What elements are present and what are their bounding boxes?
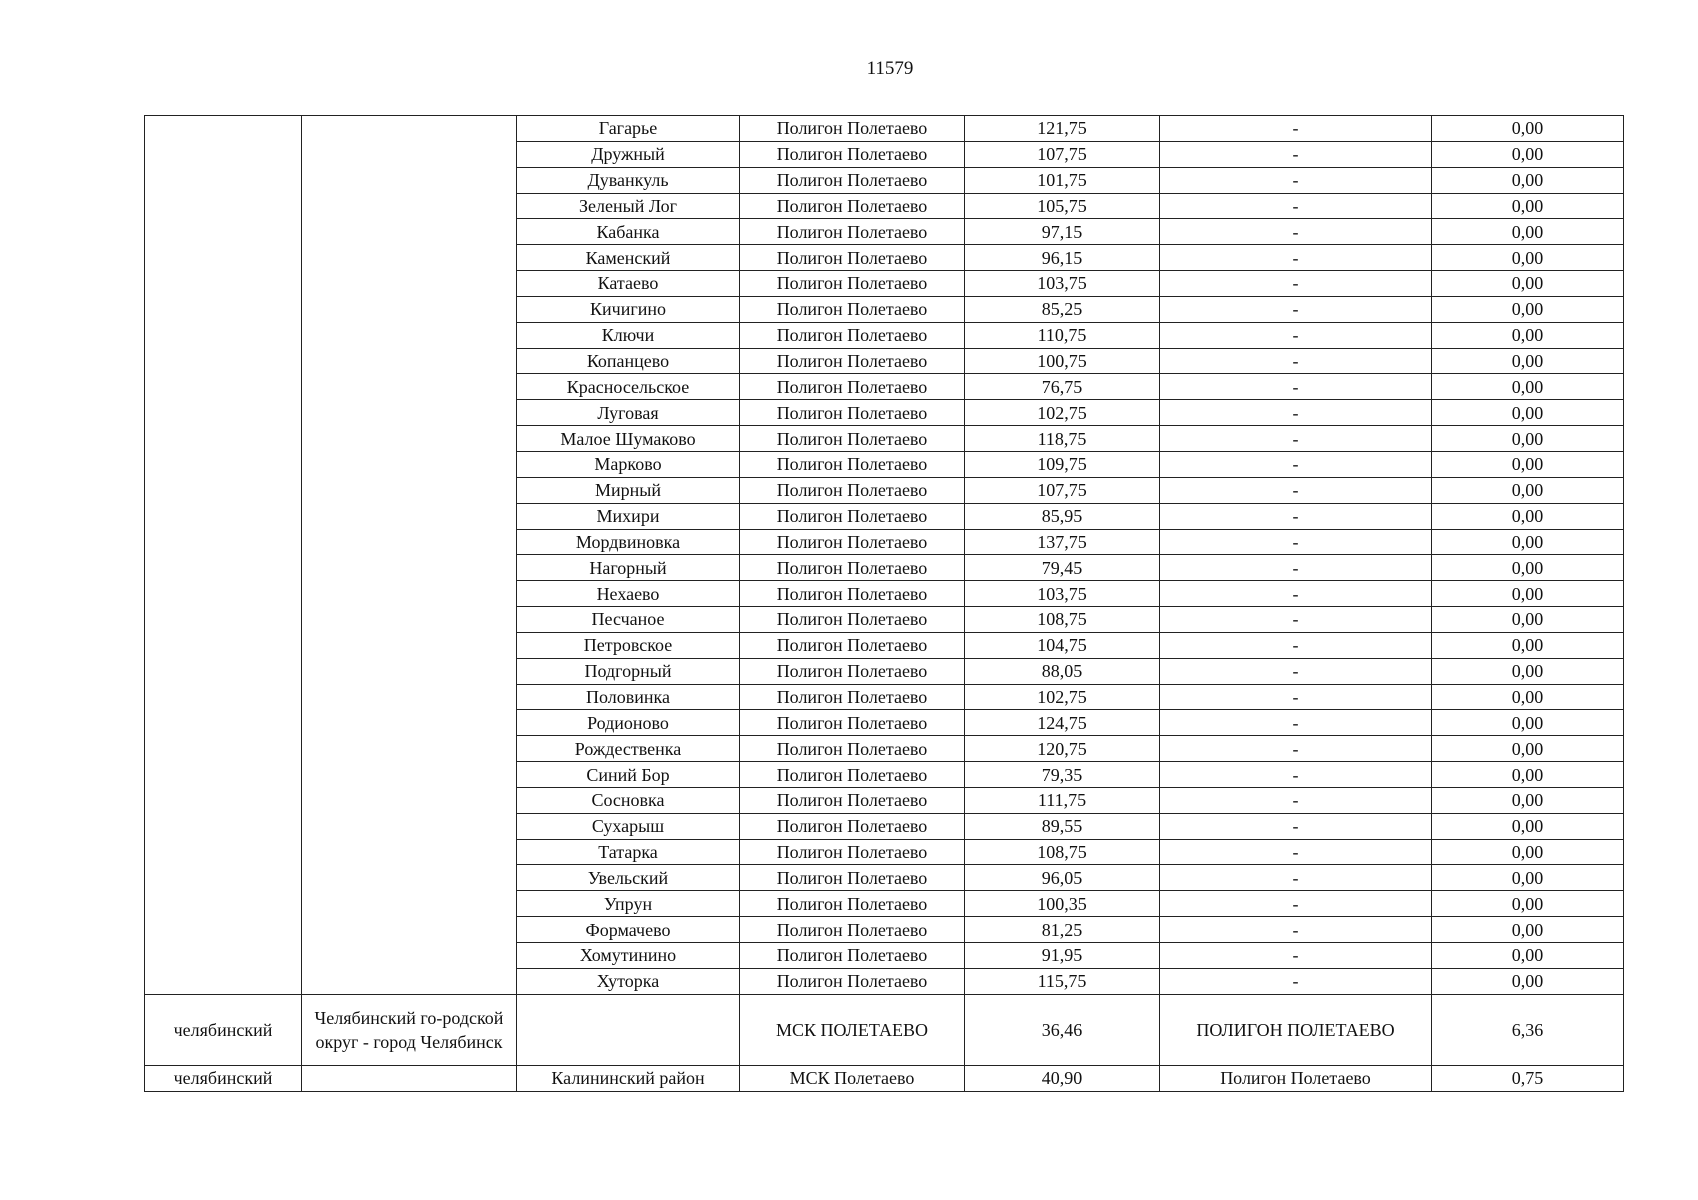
source-cell: Полигон Полетаево <box>740 839 965 865</box>
distance2-cell: 0,00 <box>1432 296 1624 322</box>
settlement-cell: Половинка <box>517 684 740 710</box>
target-cell: - <box>1160 865 1432 891</box>
target-cell: - <box>1160 762 1432 788</box>
distance-cell: 110,75 <box>965 322 1160 348</box>
target-cell: - <box>1160 193 1432 219</box>
settlement-cell: Дуванкуль <box>517 167 740 193</box>
target-cell: ПОЛИГОН ПОЛЕТАЕВО <box>1160 994 1432 1065</box>
settlement-cell: Рождественка <box>517 736 740 762</box>
distance2-cell: 0,00 <box>1432 555 1624 581</box>
table-body <box>145 116 1624 1092</box>
distance2-cell: 0,00 <box>1432 632 1624 658</box>
distance2-cell: 6,36 <box>1432 994 1624 1065</box>
source-cell: Полигон Полетаево <box>740 167 965 193</box>
settlement-cell: Песчаное <box>517 607 740 633</box>
source-cell: Полигон Полетаево <box>740 581 965 607</box>
settlement-cell: Зеленый Лог <box>517 193 740 219</box>
distance-cell: 108,75 <box>965 839 1160 865</box>
source-cell: Полигон Полетаево <box>740 968 965 994</box>
target-cell: - <box>1160 167 1432 193</box>
distance2-cell: 0,00 <box>1432 400 1624 426</box>
settlement-cell: Михири <box>517 503 740 529</box>
source-cell: Полигон Полетаево <box>740 891 965 917</box>
distance-cell: 96,05 <box>965 865 1160 891</box>
source-cell: Полигон Полетаево <box>740 219 965 245</box>
source-cell: Полигон Полетаево <box>740 658 965 684</box>
distance2-cell: 0,75 <box>1432 1065 1624 1091</box>
distance-cell: 100,75 <box>965 348 1160 374</box>
table-row <box>145 994 1624 1065</box>
distance2-cell: 0,00 <box>1432 865 1624 891</box>
distance2-cell: 0,00 <box>1432 348 1624 374</box>
target-cell: - <box>1160 451 1432 477</box>
source-cell: Полигон Полетаево <box>740 348 965 374</box>
distance2-cell: 0,00 <box>1432 607 1624 633</box>
source-cell: Полигон Полетаево <box>740 400 965 426</box>
distance2-cell: 0,00 <box>1432 658 1624 684</box>
source-cell: Полигон Полетаево <box>740 426 965 452</box>
target-cell: Полигон Полетаево <box>1160 1065 1432 1091</box>
distance-cell: 103,75 <box>965 581 1160 607</box>
target-cell: - <box>1160 477 1432 503</box>
distance-cell: 100,35 <box>965 891 1160 917</box>
source-cell: Полигон Полетаево <box>740 684 965 710</box>
settlement-cell: Петровское <box>517 632 740 658</box>
distance-cell: 36,46 <box>965 994 1160 1065</box>
distance2-cell: 0,00 <box>1432 529 1624 555</box>
distance2-cell: 0,00 <box>1432 322 1624 348</box>
source-cell: Полигон Полетаево <box>740 787 965 813</box>
settlement-cell: Марково <box>517 451 740 477</box>
distance2-cell: 0,00 <box>1432 762 1624 788</box>
settlement-cell: Мордвиновка <box>517 529 740 555</box>
distance-cell: 85,25 <box>965 296 1160 322</box>
settlement-cell: Гагарье <box>517 116 740 142</box>
page-number: 11579 <box>866 58 914 79</box>
distance-cell: 121,75 <box>965 116 1160 142</box>
target-cell: - <box>1160 943 1432 969</box>
distance-cell: 89,55 <box>965 813 1160 839</box>
distance2-cell: 0,00 <box>1432 167 1624 193</box>
source-cell: Полигон Полетаево <box>740 245 965 271</box>
target-cell: - <box>1160 736 1432 762</box>
settlement-cell: Нехаево <box>517 581 740 607</box>
target-cell: - <box>1160 684 1432 710</box>
settlement-cell: Родионово <box>517 710 740 736</box>
source-cell: Полигон Полетаево <box>740 296 965 322</box>
distance-cell: 81,25 <box>965 917 1160 943</box>
settlement-cell: Хомутинино <box>517 943 740 969</box>
settlement-cell: Катаево <box>517 271 740 297</box>
settlement-cell: Нагорный <box>517 555 740 581</box>
distance2-cell: 0,00 <box>1432 426 1624 452</box>
target-cell: - <box>1160 141 1432 167</box>
distance-cell: 102,75 <box>965 684 1160 710</box>
target-cell: - <box>1160 917 1432 943</box>
target-cell: - <box>1160 348 1432 374</box>
distance-cell: 101,75 <box>965 167 1160 193</box>
source-cell: Полигон Полетаево <box>740 917 965 943</box>
distance-cell: 40,90 <box>965 1065 1160 1091</box>
settlement-cell: Формачево <box>517 917 740 943</box>
distance2-cell: 0,00 <box>1432 503 1624 529</box>
distance2-cell: 0,00 <box>1432 141 1624 167</box>
distance2-cell: 0,00 <box>1432 451 1624 477</box>
distance2-cell: 0,00 <box>1432 917 1624 943</box>
source-cell: Полигон Полетаево <box>740 271 965 297</box>
distance-cell: 124,75 <box>965 710 1160 736</box>
target-cell: - <box>1160 322 1432 348</box>
source-cell: Полигон Полетаево <box>740 710 965 736</box>
distance2-cell: 0,00 <box>1432 968 1624 994</box>
zone-cell: челябинский <box>145 1065 302 1091</box>
distance-cell: 103,75 <box>965 271 1160 297</box>
settlement-cell: Сухарыш <box>517 813 740 839</box>
source-cell: Полигон Полетаево <box>740 451 965 477</box>
settlement-cell: Сосновка <box>517 787 740 813</box>
settlement-cell: Калининский район <box>517 1065 740 1091</box>
distance2-cell: 0,00 <box>1432 891 1624 917</box>
target-cell: - <box>1160 607 1432 633</box>
target-cell: - <box>1160 426 1432 452</box>
source-cell: Полигон Полетаево <box>740 865 965 891</box>
target-cell: - <box>1160 968 1432 994</box>
distance-cell: 85,95 <box>965 503 1160 529</box>
distance2-cell: 0,00 <box>1432 684 1624 710</box>
source-cell: Полигон Полетаево <box>740 503 965 529</box>
distance-cell: 137,75 <box>965 529 1160 555</box>
distance-cell: 108,75 <box>965 607 1160 633</box>
source-cell: Полигон Полетаево <box>740 477 965 503</box>
settlement-cell: Кичигино <box>517 296 740 322</box>
target-cell: - <box>1160 245 1432 271</box>
distance2-cell: 0,00 <box>1432 787 1624 813</box>
source-cell: Полигон Полетаево <box>740 116 965 142</box>
target-cell: - <box>1160 632 1432 658</box>
target-cell: - <box>1160 529 1432 555</box>
settlement-cell: Подгорный <box>517 658 740 684</box>
settlement-cell: Дружный <box>517 141 740 167</box>
target-cell: - <box>1160 503 1432 529</box>
source-cell: Полигон Полетаево <box>740 813 965 839</box>
distance-cell: 105,75 <box>965 193 1160 219</box>
source-cell: Полигон Полетаево <box>740 943 965 969</box>
target-cell: - <box>1160 658 1432 684</box>
target-cell: - <box>1160 891 1432 917</box>
settlement-cell: Красносельское <box>517 374 740 400</box>
zone-cell <box>145 116 302 995</box>
target-cell: - <box>1160 581 1432 607</box>
target-cell: - <box>1160 710 1432 736</box>
source-cell: Полигон Полетаево <box>740 555 965 581</box>
distance2-cell: 0,00 <box>1432 581 1624 607</box>
settlement-cell: Луговая <box>517 400 740 426</box>
source-cell: Полигон Полетаево <box>740 141 965 167</box>
target-cell: - <box>1160 400 1432 426</box>
distance-cell: 120,75 <box>965 736 1160 762</box>
distance-cell: 88,05 <box>965 658 1160 684</box>
settlement-cell <box>517 994 740 1065</box>
target-cell: - <box>1160 787 1432 813</box>
distance-cell: 79,45 <box>965 555 1160 581</box>
settlement-cell: Мирный <box>517 477 740 503</box>
target-cell: - <box>1160 839 1432 865</box>
distance2-cell: 0,00 <box>1432 736 1624 762</box>
target-cell: - <box>1160 271 1432 297</box>
source-cell: Полигон Полетаево <box>740 736 965 762</box>
distance2-cell: 0,00 <box>1432 943 1624 969</box>
distance-cell: 96,15 <box>965 245 1160 271</box>
settlement-cell: Хуторка <box>517 968 740 994</box>
distance-cell: 118,75 <box>965 426 1160 452</box>
source-cell: МСК ПОЛЕТАЕВО <box>740 994 965 1065</box>
distance2-cell: 0,00 <box>1432 813 1624 839</box>
target-cell: - <box>1160 219 1432 245</box>
settlement-cell: Малое Шумаково <box>517 426 740 452</box>
source-cell: Полигон Полетаево <box>740 193 965 219</box>
settlement-cell: Копанцево <box>517 348 740 374</box>
target-cell: - <box>1160 116 1432 142</box>
target-cell: - <box>1160 296 1432 322</box>
municipality-cell <box>302 116 517 995</box>
municipality-cell: Челябинский го-родской округ - город Челябинск <box>302 994 517 1065</box>
source-cell: Полигон Полетаево <box>740 374 965 400</box>
table-row <box>145 116 1624 142</box>
distance-cell: 115,75 <box>965 968 1160 994</box>
distance2-cell: 0,00 <box>1432 710 1624 736</box>
distance-cell: 107,75 <box>965 477 1160 503</box>
settlement-cell: Татарка <box>517 839 740 865</box>
source-cell: Полигон Полетаево <box>740 762 965 788</box>
distance2-cell: 0,00 <box>1432 219 1624 245</box>
distance2-cell: 0,00 <box>1432 374 1624 400</box>
routes-table <box>144 115 1624 1092</box>
distance-cell: 76,75 <box>965 374 1160 400</box>
distance2-cell: 0,00 <box>1432 245 1624 271</box>
settlement-cell: Упрун <box>517 891 740 917</box>
target-cell: - <box>1160 374 1432 400</box>
distance2-cell: 0,00 <box>1432 193 1624 219</box>
distance-cell: 97,15 <box>965 219 1160 245</box>
source-cell: Полигон Полетаево <box>740 632 965 658</box>
settlement-cell: Синий Бор <box>517 762 740 788</box>
settlement-cell: Каменский <box>517 245 740 271</box>
table-row <box>145 1065 1624 1091</box>
distance-cell: 107,75 <box>965 141 1160 167</box>
distance-cell: 91,95 <box>965 943 1160 969</box>
source-cell: Полигон Полетаево <box>740 322 965 348</box>
distance-cell: 111,75 <box>965 787 1160 813</box>
distance-cell: 79,35 <box>965 762 1160 788</box>
source-cell: МСК Полетаево <box>740 1065 965 1091</box>
distance2-cell: 0,00 <box>1432 271 1624 297</box>
distance2-cell: 0,00 <box>1432 477 1624 503</box>
target-cell: - <box>1160 555 1432 581</box>
municipality-cell <box>302 1065 517 1091</box>
distance-cell: 102,75 <box>965 400 1160 426</box>
zone-cell: челябинский <box>145 994 302 1065</box>
source-cell: Полигон Полетаево <box>740 529 965 555</box>
settlement-cell: Увельский <box>517 865 740 891</box>
distance-cell: 109,75 <box>965 451 1160 477</box>
distance-cell: 104,75 <box>965 632 1160 658</box>
settlement-cell: Ключи <box>517 322 740 348</box>
distance2-cell: 0,00 <box>1432 839 1624 865</box>
settlement-cell: Кабанка <box>517 219 740 245</box>
source-cell: Полигон Полетаево <box>740 607 965 633</box>
distance2-cell: 0,00 <box>1432 116 1624 142</box>
target-cell: - <box>1160 813 1432 839</box>
